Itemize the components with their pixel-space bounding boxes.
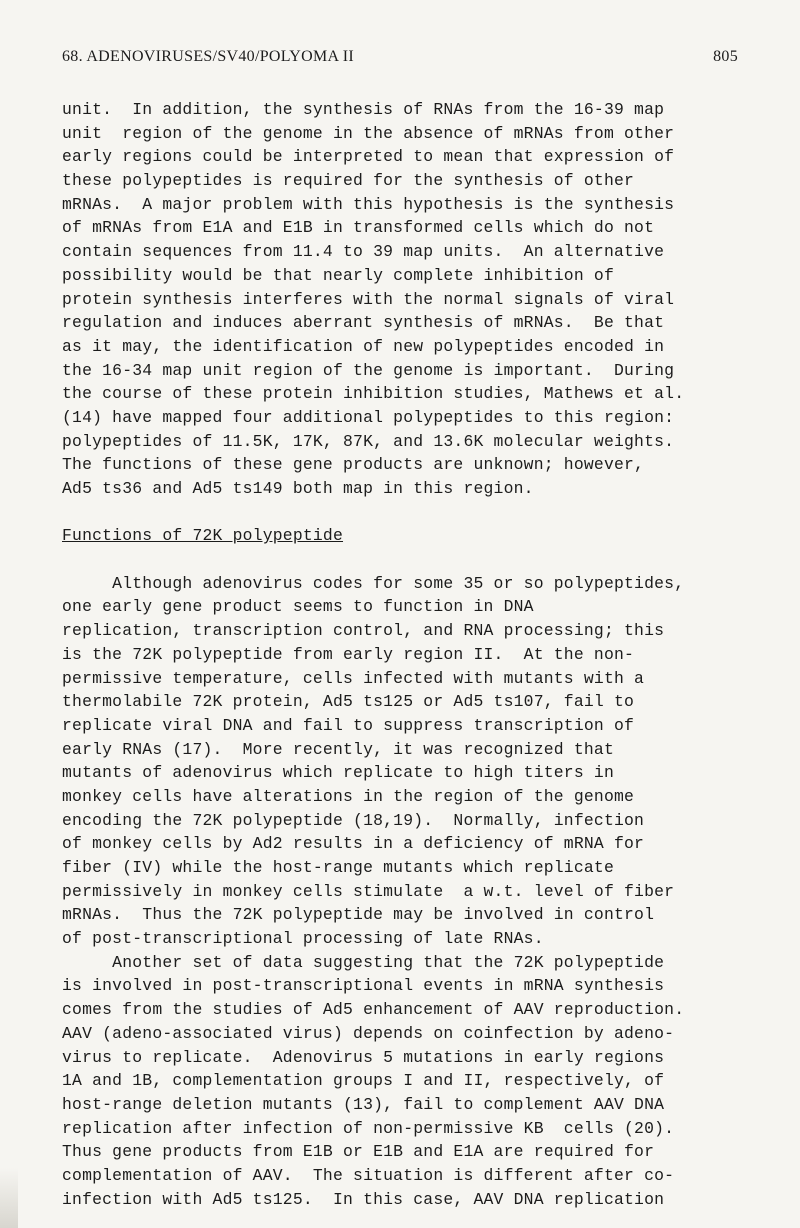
text-line: replication after infection of non-permissive KB cells (20). bbox=[62, 1118, 675, 1138]
paragraph-2 bbox=[62, 572, 752, 1212]
chapter-title: 68. ADENOVIRUSES/SV40/POLYOMA II bbox=[62, 48, 355, 65]
text-line: thermolabile 72K protein, Ad5 ts125 or Ad5 ts107, fail to bbox=[62, 692, 635, 712]
text-line: is the 72K polypeptide from early region II. At the non- bbox=[62, 644, 635, 664]
text-line: host-range deletion mutants (13), fail to complement AAV DNA bbox=[62, 1094, 665, 1114]
text-line: comes from the studies of Ad5 enhancement of AAV reproduction. bbox=[62, 1000, 685, 1020]
text-line: AAV (adeno-associated virus) depends on coinfection by adeno- bbox=[62, 1023, 675, 1043]
text-line: permissively in monkey cells stimulate a w.t. level of fiber bbox=[62, 881, 675, 901]
text-line: unit. In addition, the synthesis of RNAs from the 16-39 map bbox=[62, 100, 665, 119]
text-line: permissive temperature, cells infected with mutants with a bbox=[62, 668, 645, 688]
page-body bbox=[62, 98, 752, 1211]
text-line: replicate viral DNA and fail to suppress transcription of bbox=[62, 715, 635, 735]
text-line: possibility would be that nearly complete inhibition of bbox=[62, 265, 614, 285]
text-line: as it may, the identification of new polypeptides encoded in bbox=[62, 336, 665, 356]
paragraph-1 bbox=[62, 98, 752, 501]
text-line: of monkey cells by Ad2 results in a deficiency of mRNA for bbox=[62, 834, 645, 854]
text-line: mRNAs. A major problem with this hypothesis is the synthesis bbox=[62, 194, 675, 214]
text-line: The functions of these gene products are unknown; however, bbox=[62, 455, 645, 475]
text-line: of post-transcriptional processing of late RNAs. bbox=[62, 929, 544, 949]
text-line: Thus gene products from E1B or E1B and E1A are required for bbox=[62, 1142, 655, 1162]
text-line: polypeptides of 11.5K, 17K, 87K, and 13.6K molecular weights. bbox=[62, 431, 675, 451]
text-line: monkey cells have alterations in the region of the genome bbox=[62, 786, 635, 806]
text-line: fiber (IV) while the host-range mutants which replicate bbox=[62, 858, 614, 877]
text-line: one early gene product seems to function in DNA bbox=[62, 597, 534, 617]
text-line: mutants of adenovirus which replicate to high titers in bbox=[62, 763, 614, 783]
text-line: early regions could be interpreted to mean that expression of bbox=[62, 147, 675, 167]
page-number: 805 bbox=[713, 48, 738, 65]
text-line: unit region of the genome in the absence of mRNAs from other bbox=[62, 123, 675, 143]
section-heading bbox=[62, 524, 752, 548]
text-line: Ad5 ts36 and Ad5 ts149 both map in this region. bbox=[62, 479, 534, 498]
text-line: virus to replicate. Adenovirus 5 mutations in early regions bbox=[62, 1047, 665, 1067]
text-line: the course of these protein inhibition studies, Mathews et al. bbox=[62, 384, 685, 404]
page-edge-shadow bbox=[0, 1168, 18, 1228]
text-line: Although adenovirus codes for some 35 or so polypeptides, bbox=[62, 573, 685, 593]
text-line: (14) have mapped four additional polypeptides to this region: bbox=[62, 407, 675, 427]
text-line: these polypeptides is required for the synthesis of other bbox=[62, 171, 635, 191]
text-line: mRNAs. Thus the 72K polypeptide may be involved in control bbox=[62, 905, 655, 925]
text-line: replication, transcription control, and RNA processing; this bbox=[62, 621, 665, 641]
text-line: the 16-34 map unit region of the genome is important. During bbox=[62, 360, 675, 380]
text-line: regulation and induces aberrant synthesis of mRNAs. Be that bbox=[62, 313, 665, 333]
text-line: complementation of AAV. The situation is different after co- bbox=[62, 1165, 675, 1185]
text-line: encoding the 72K polypeptide (18,19). Normally, infection bbox=[62, 810, 645, 830]
text-line: protein synthesis interferes with the normal signals of viral bbox=[62, 289, 675, 309]
text-line: early RNAs (17). More recently, it was recognized that bbox=[62, 739, 614, 759]
section-heading-text: Functions of 72K polypeptide bbox=[62, 526, 344, 546]
text-line: of mRNAs from E1A and E1B in transformed cells which do not bbox=[62, 218, 655, 238]
text-line: is involved in post-transcriptional events in mRNA synthesis bbox=[62, 976, 665, 996]
text-line: infection with Ad5 ts125. In this case, AAV DNA replication bbox=[62, 1189, 665, 1209]
text-line: contain sequences from 11.4 to 39 map units. An alternative bbox=[62, 242, 665, 262]
text-line: 1A and 1B, complementation groups I and II, respectively, of bbox=[62, 1071, 665, 1091]
text-line: Another set of data suggesting that the 72K polypeptide bbox=[62, 952, 665, 972]
